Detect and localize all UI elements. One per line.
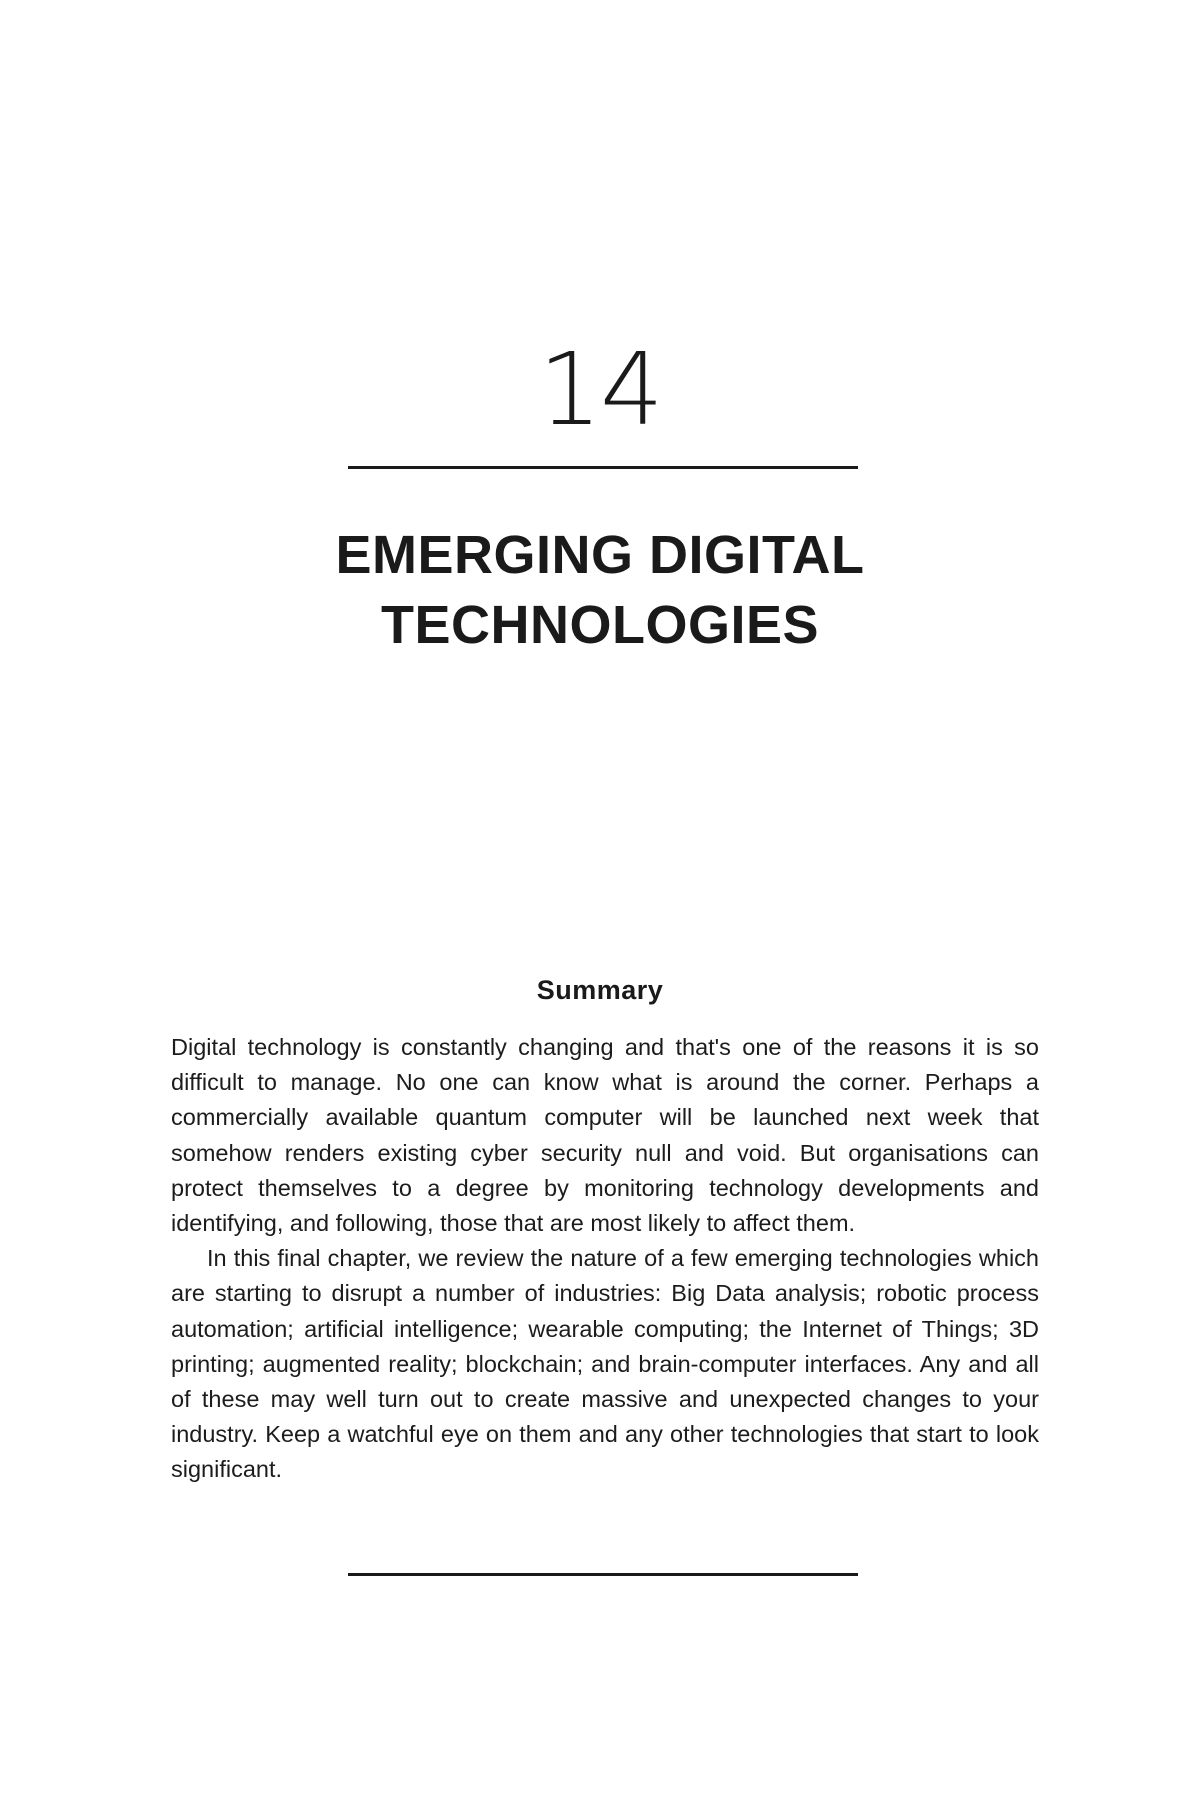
- chapter-number: 14: [538, 331, 662, 448]
- top-divider: [348, 466, 858, 469]
- bottom-divider: [348, 1573, 858, 1576]
- chapter-title-line-1: EMERGING DIGITAL: [335, 525, 865, 585]
- summary-paragraph-2: In this final chapter, we review the nature of a few emerging technologies which are starting to disrupt a number of industries: Big Data analysis; robotic process automation; artificial intelligence; wearable computing; the Internet of Things; 3D printing; augmented reality; blockchain; and brain-computer interfaces. Any and all of these may well turn out to create massive and unexpected changes to your industry. Keep a watchful eye on them and any other technologies that start to look significant.: [171, 1245, 1039, 1483]
- chapter-title-line-2: TECHNOLOGIES: [380, 595, 820, 655]
- summary-heading: Summary: [536, 975, 664, 1005]
- summary-paragraph-1: Digital technology is constantly changing and that's one of the reasons it is so difficult to manage. No one can know what is around the corner. Perhaps a commercially available quantum computer will be launched next week that somehow renders existing cyber security null and void. But organisations can protect themselves to a degree by monitoring technology developments and identifying, and following, those that are most likely to affect them.: [171, 1034, 1039, 1237]
- summary-body: [171, 1030, 1039, 1488]
- chapter-title: [0, 520, 1200, 660]
